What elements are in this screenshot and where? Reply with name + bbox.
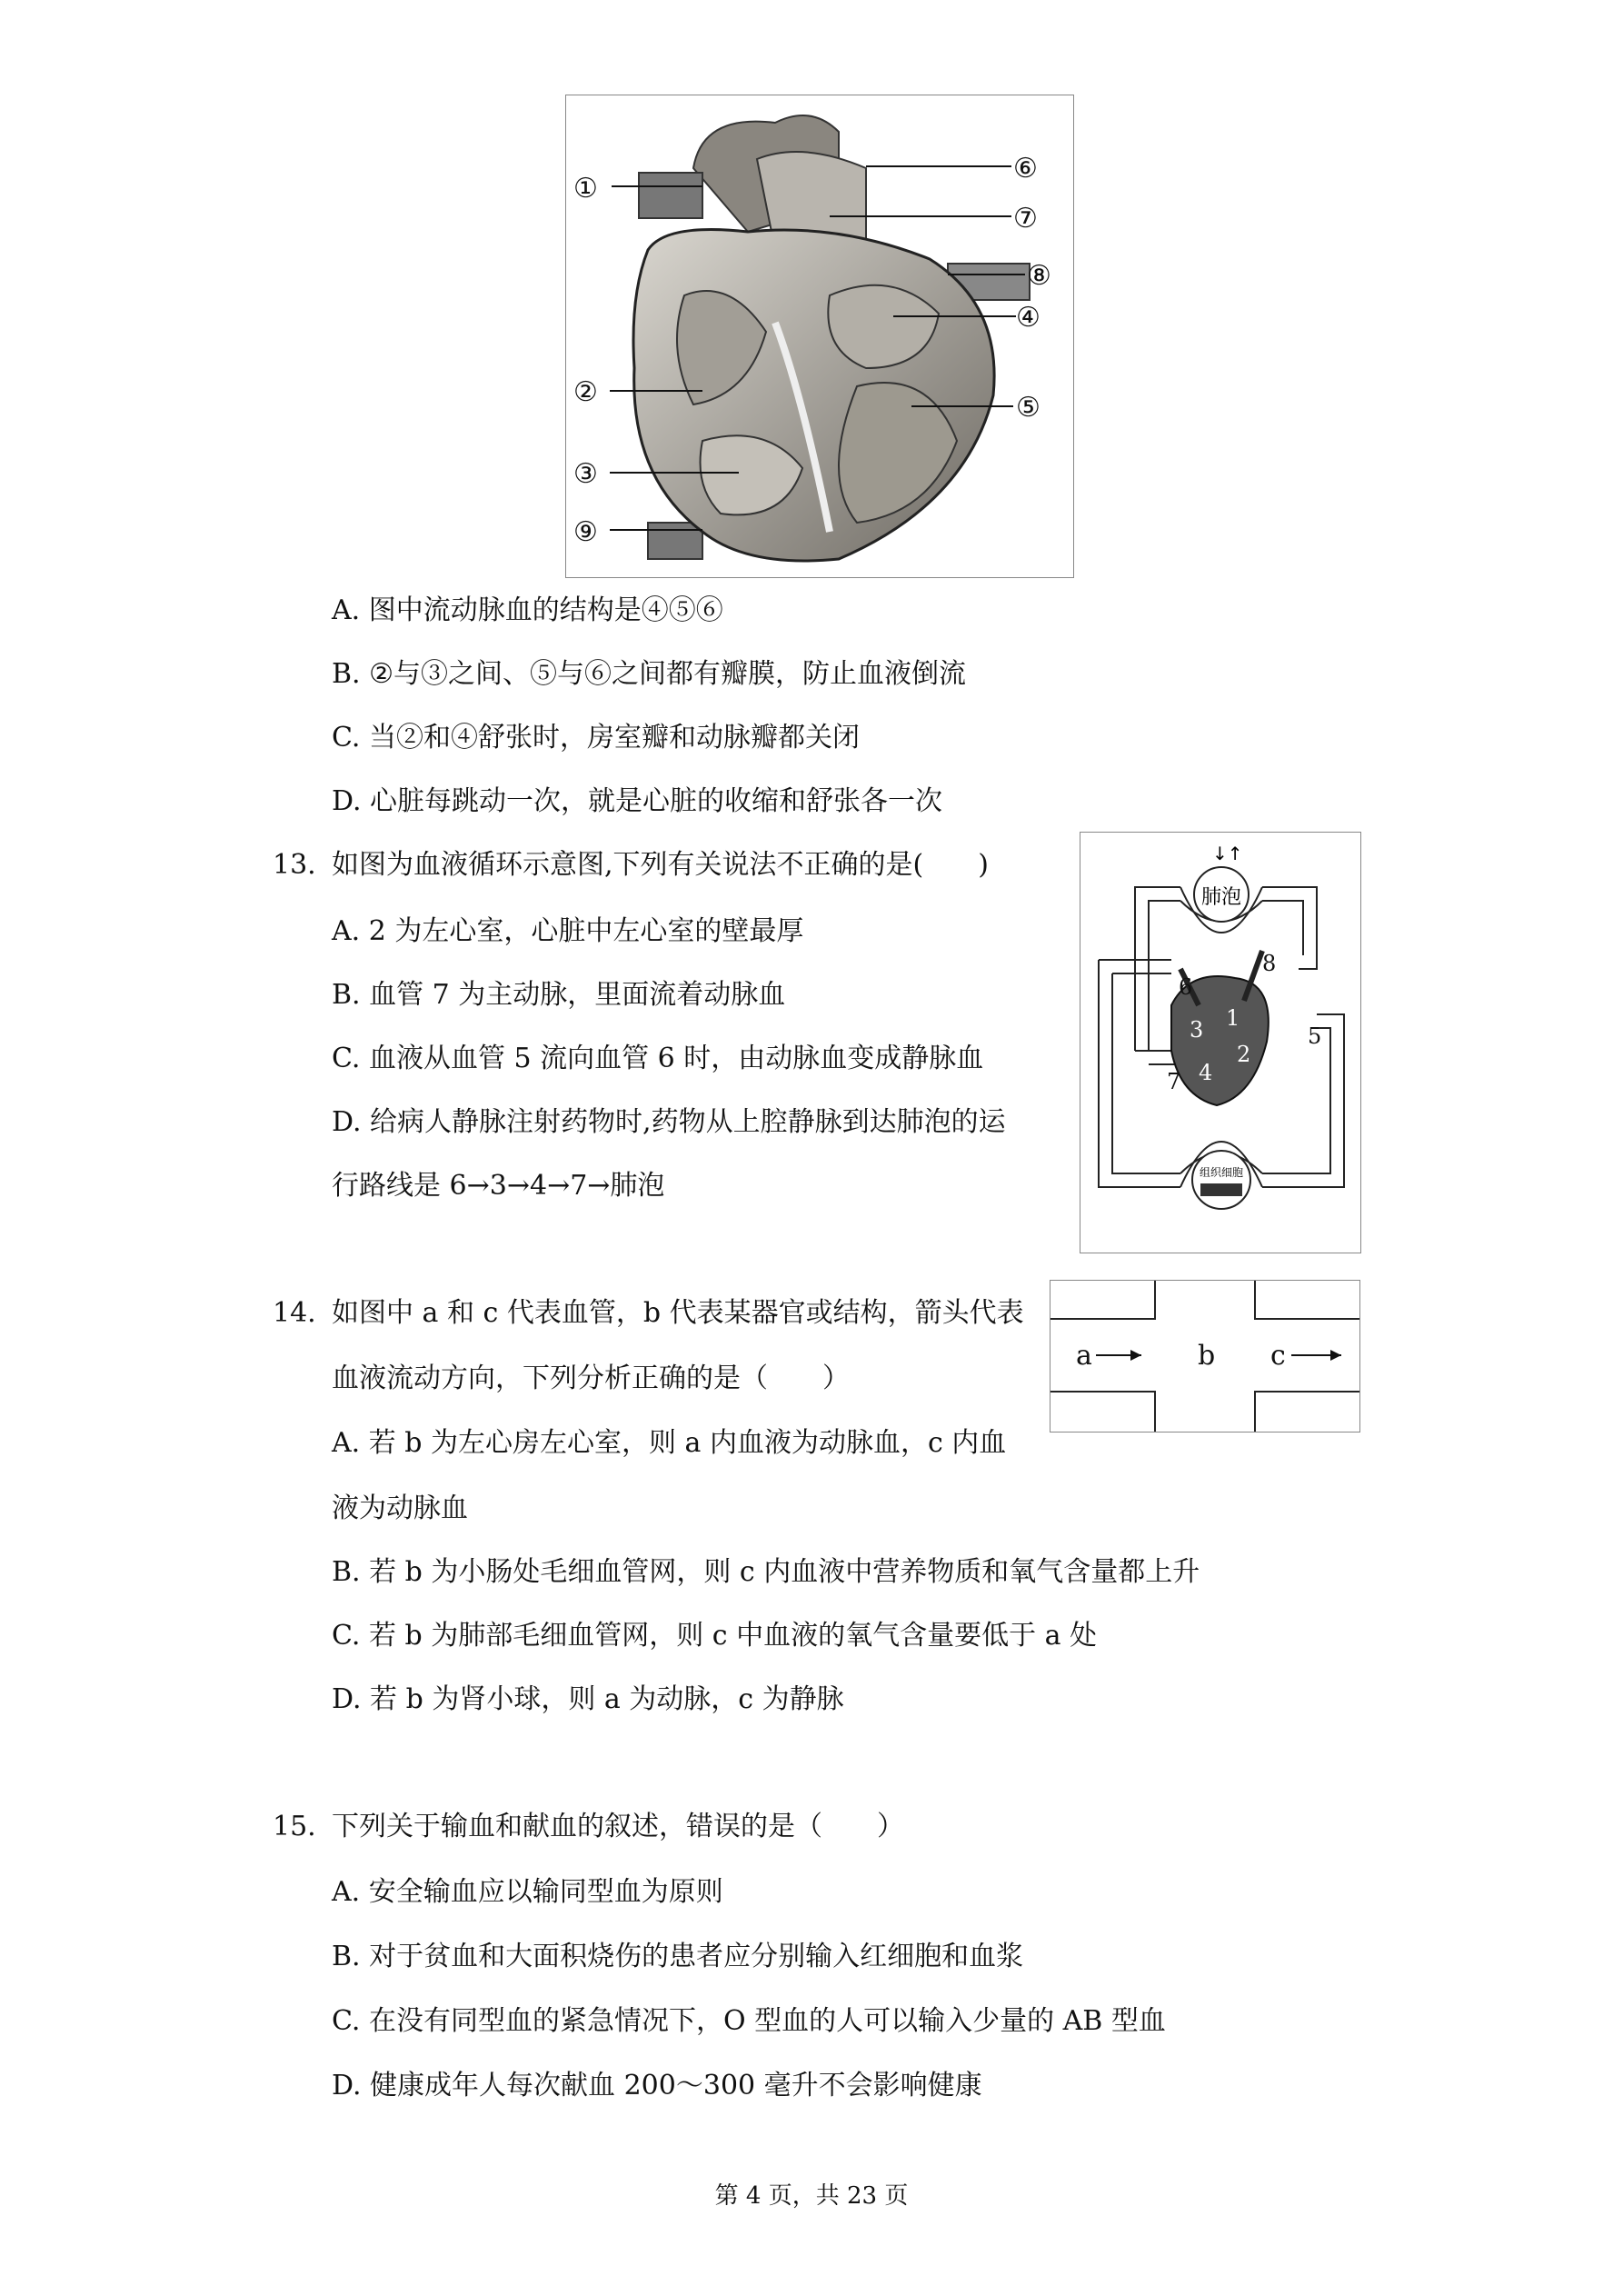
q12-option-d: D. 心脏每跳动一次，就是心脏的收缩和舒张各一次 (332, 785, 943, 817)
q12-option-b: B. ②与③之间、⑤与⑥之间都有瓣膜，防止血液倒流 (332, 658, 967, 690)
circ-num-8: 8 (1262, 951, 1277, 976)
vessel-label-a: a (1076, 1340, 1092, 1372)
circulation-diagram (1080, 833, 1360, 1253)
heart-label-6: ⑥ (1013, 153, 1038, 185)
heart-label-1: ① (573, 173, 598, 205)
q13-option-d: D. 给病人静脉注射药物时,药物从上腔静脉到达肺泡的运 (332, 1106, 1006, 1138)
q13-option-d-cont: 行路线是 6→3→4→7→肺泡 (332, 1170, 665, 1202)
q13-number: 13. (273, 849, 316, 881)
circ-num-7: 7 (1167, 1069, 1181, 1094)
q13-option-c: C. 血液从血管 5 流向血管 6 时，由动脉血变成静脉血 (332, 1043, 984, 1074)
lung-label: 肺泡 (1200, 886, 1242, 909)
circ-num-5: 5 (1308, 1023, 1322, 1049)
q15-option-a: A. 安全输血应以输同型血为原则 (332, 1876, 723, 1908)
circ-num-1: 1 (1226, 1005, 1240, 1031)
heart-label-4: ④ (1016, 302, 1041, 334)
q14-stem-line2: 血液流动方向，下列分析正确的是（ ） (332, 1363, 850, 1394)
q15-stem: 下列关于输血和献血的叙述，错误的是（ ） (332, 1811, 904, 1842)
q15-option-c: C. 在没有同型血的紧急情况下，O 型血的人可以输入少量的 AB 型血 (332, 2005, 1166, 2037)
heart-diagram (566, 95, 1073, 577)
heart-label-7: ⑦ (1013, 203, 1038, 235)
q13-option-b: B. 血管 7 为主动脉，里面流着动脉血 (332, 979, 786, 1011)
q14-stem-line1: 如图中 a 和 c 代表血管，b 代表某器官或结构，箭头代表 (332, 1297, 1024, 1329)
vessel-label-b: b (1198, 1340, 1216, 1372)
q14-option-a-cont: 液为动脉血 (332, 1492, 468, 1524)
circ-num-2: 2 (1237, 1042, 1251, 1067)
heart-label-2: ② (573, 376, 598, 408)
q14-option-c: C. 若 b 为肺部毛细血管网，则 c 中血液的氧气含量要低于 a 处 (332, 1620, 1098, 1652)
heart-label-3: ③ (573, 458, 598, 490)
q12-option-c: C. 当②和④舒张时，房室瓣和动脉瓣都关闭 (332, 722, 860, 754)
q14-option-d: D. 若 b 为肾小球，则 a 为动脉，c 为静脉 (332, 1683, 844, 1715)
vessel-diagram (1050, 1281, 1359, 1432)
circ-num-6: 6 (1179, 974, 1193, 1000)
q14-number: 14. (273, 1297, 316, 1329)
heart-label-9: ⑨ (573, 516, 598, 548)
q13-option-a: A. 2 为左心室，心脏中左心室的壁最厚 (332, 915, 804, 947)
q13-stem: 如图为血液循环示意图,下列有关说法不正确的是( ) (332, 849, 989, 881)
q12-option-a: A. 图中流动脉血的结构是④⑤⑥ (332, 594, 723, 626)
vessel-label-c: c (1270, 1340, 1286, 1372)
q15-option-d: D. 健康成年人每次献血 200～300 毫升不会影响健康 (332, 2070, 982, 2101)
svg-text:↓↑: ↓↑ (1212, 843, 1243, 864)
q15-option-b: B. 对于贫血和大面积烧伤的患者应分别输入红细胞和血浆 (332, 1941, 1024, 1972)
heart-figure (565, 95, 1074, 578)
circulation-figure (1080, 832, 1361, 1253)
q15-number: 15. (273, 1811, 316, 1842)
circ-num-3: 3 (1190, 1017, 1204, 1043)
vessel-figure (1050, 1280, 1360, 1433)
heart-label-8: ⑧ (1027, 260, 1051, 292)
tissue-cells (1192, 1151, 1250, 1209)
q14-option-b: B. 若 b 为小肠处毛细血管网，则 c 内血液中营养物质和氧气含量都上升 (332, 1556, 1200, 1588)
page-footer: 第 4 页，共 23 页 (714, 2182, 909, 2210)
tissue-label: 组织细胞 (1199, 1166, 1244, 1179)
heart-label-5: ⑤ (1016, 392, 1041, 424)
circ-num-4: 4 (1199, 1060, 1213, 1085)
q14-option-a: A. 若 b 为左心房左心室，则 a 内血液为动脉血，c 内血 (332, 1427, 1007, 1459)
